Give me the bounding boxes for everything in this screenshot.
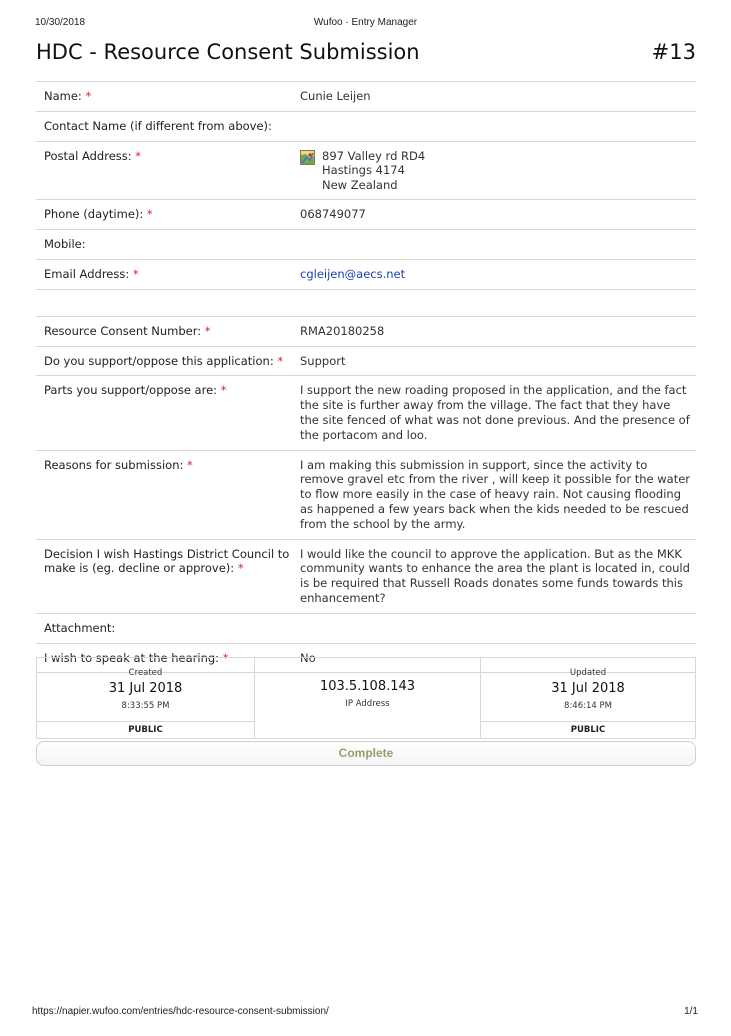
field-value: Support [300, 353, 346, 368]
required-marker: * [146, 207, 153, 222]
field-label: Reasons for submission: [44, 457, 184, 472]
address-line-3: New Zealand [322, 177, 398, 192]
required-marker: * [135, 148, 142, 163]
created-time: 8:33:55 PM [121, 701, 170, 711]
ip-info [255, 658, 481, 738]
field-attachment [36, 614, 696, 644]
field-label: Phone (daytime): [44, 207, 144, 222]
field-mobile [36, 230, 696, 260]
print-page-count: 1/1 [684, 1006, 698, 1017]
required-marker: * [132, 266, 139, 281]
updated-caption: Updated [569, 668, 607, 678]
required-marker: * [222, 650, 229, 665]
field-value: 068749077 [300, 207, 366, 222]
required-marker: * [220, 383, 227, 398]
field-email [36, 260, 696, 290]
field-value: I would like the council to approve the application. But as the MKK community wants to enhance the area the plant is located in, could is be required that Russell Roads donates some funds towards this enhancement? [300, 546, 690, 605]
print-url: https://napier.wufoo.com/entries/hdc-resource-consent-submission/ [32, 1006, 329, 1017]
title-row [36, 40, 696, 72]
field-contact-name [36, 112, 696, 142]
field-label: Do you support/oppose this application: [44, 353, 274, 368]
field-parts [36, 376, 696, 450]
required-marker: * [85, 89, 92, 103]
field-label: Parts you support/oppose are: [44, 383, 218, 398]
field-label: Mobile: [44, 237, 86, 252]
complete-status-button[interactable]: Complete [36, 741, 696, 766]
print-date: 10/30/2018 [35, 17, 86, 28]
map-icon[interactable] [300, 150, 315, 165]
field-value: I am making this submission in support, since the activity to remove gravel etc from the river , will keep it possible for the water to flow more easily in the case of heavy rain. Not causing flooding as happened a few years back when the kids needed to be rescued from the school by the army. [300, 457, 691, 531]
field-reasons [36, 451, 696, 540]
field-name [36, 82, 696, 112]
field-label: Attachment: [44, 620, 116, 635]
field-support-oppose [36, 347, 696, 377]
field-postal-address [36, 142, 696, 201]
entry-fields [36, 81, 696, 673]
required-marker: * [204, 323, 211, 338]
address-line-2: Hastings 4174 [322, 163, 405, 178]
field-value: No [300, 650, 316, 665]
updated-info [481, 658, 695, 738]
created-caption: Created [128, 668, 163, 678]
created-visibility-badge: PUBLIC [37, 721, 254, 738]
required-marker: * [237, 561, 244, 576]
created-date: 31 Jul 2018 [108, 681, 183, 696]
ip-address: 103.5.108.143 [319, 679, 416, 694]
updated-date: 31 Jul 2018 [551, 681, 625, 696]
field-consent-number [36, 317, 696, 347]
field-phone [36, 200, 696, 230]
field-label: Contact Name (if different from above): [44, 118, 272, 133]
field-value: Cunie Leijen [300, 89, 371, 103]
section-divider [36, 290, 696, 317]
created-info [37, 658, 255, 738]
print-page-title: Wufoo · Entry Manager [313, 17, 418, 28]
form-title: HDC - Resource Consent Submission [36, 40, 420, 64]
required-marker: * [277, 353, 284, 368]
ip-caption: IP Address [345, 699, 390, 709]
updated-time: 8:46:14 PM [564, 701, 612, 711]
entry-number: #13 [651, 40, 696, 64]
field-label: Name: [44, 89, 82, 103]
field-label: Email Address: [44, 266, 130, 281]
field-value [292, 230, 696, 259]
updated-visibility-badge: PUBLIC [481, 721, 695, 738]
field-value: I support the new roading proposed in the application, and the fact the site is further away from the village. The fact that they have the site fenced of what was not done previous. And the presence of the portacom and loo. [300, 383, 690, 442]
address-block [300, 149, 690, 193]
field-value [292, 614, 696, 643]
email-link[interactable]: cgleijen@aecs.net [300, 266, 406, 281]
field-decision [36, 540, 696, 614]
field-value: RMA20180258 [300, 323, 385, 338]
field-value [292, 112, 696, 141]
entry-meta [36, 657, 696, 739]
field-label: Resource Consent Number: [44, 323, 202, 338]
required-marker: * [187, 457, 193, 472]
field-label: Decision I wish Hastings District Council to make is (eg. decline or approve): [44, 546, 290, 576]
address-line-1: 897 Valley rd RD4 [322, 148, 426, 163]
field-label: Postal Address: [44, 148, 132, 163]
field-label: I wish to speak at the hearing: [44, 650, 220, 665]
print-header [0, 17, 731, 31]
